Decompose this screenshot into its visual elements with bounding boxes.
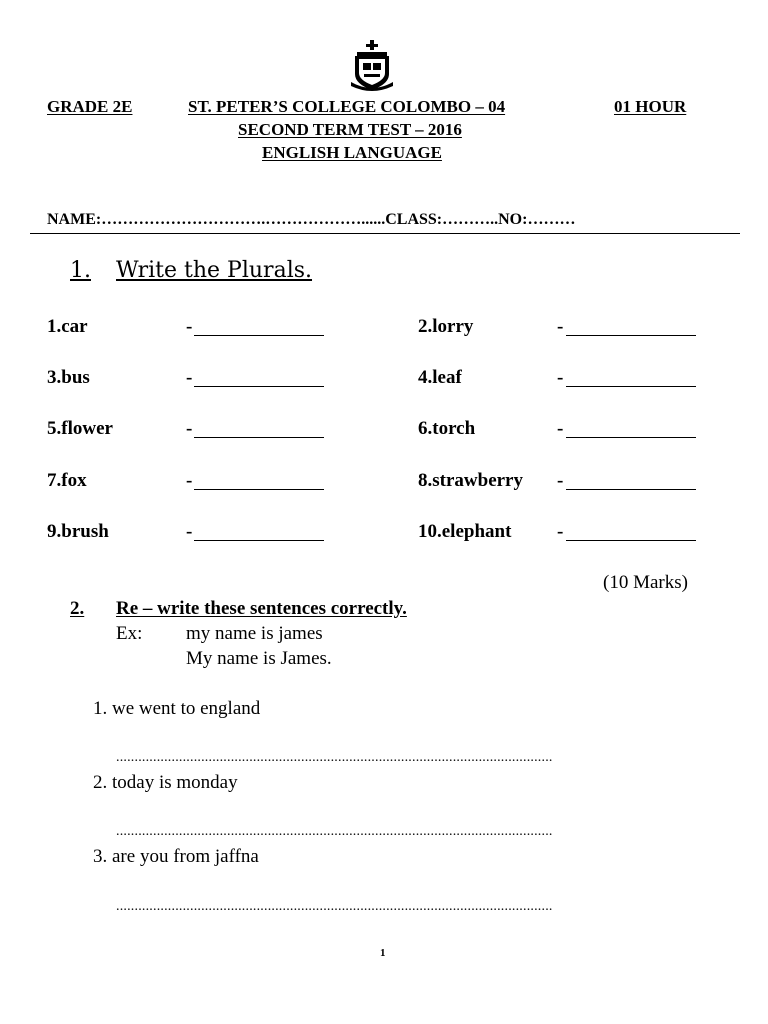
answer-line — [566, 540, 696, 541]
plural-item-label: 8.strawberry — [418, 470, 523, 491]
answer-dots: ...................................................................................................................... — [116, 750, 553, 765]
test-duration: 01 HOUR — [614, 97, 687, 116]
plural-item-dash: - — [186, 418, 193, 439]
plural-item-dash: - — [186, 470, 193, 491]
example-label: Ex: — [116, 623, 143, 644]
answer-line — [566, 335, 696, 336]
grade-label: GRADE 2E — [47, 97, 133, 116]
plural-item-dash: - — [557, 367, 564, 388]
school-crest-icon — [349, 38, 395, 92]
plural-item-dash: - — [557, 418, 564, 439]
plural-item-dash: - — [186, 521, 193, 542]
example-right: My name is James. — [186, 648, 332, 669]
page-number: 1 — [380, 947, 386, 959]
plural-item-label: 1.car — [47, 316, 88, 337]
sentence-item: 3. are you from jaffna — [93, 846, 259, 867]
school-name: ST. PETER’S COLLEGE COLOMBO – 04 — [188, 97, 506, 116]
q1-marks: (10 Marks) — [603, 572, 688, 593]
q2-title: Re – write these sentences correctly. — [116, 598, 407, 619]
sentence-item: 1. we went to england — [93, 698, 261, 719]
answer-line — [194, 540, 324, 541]
answer-line — [566, 489, 696, 490]
plural-item-dash: - — [557, 316, 564, 337]
plural-item-label: 9.brush — [47, 521, 109, 542]
answer-dots: ...................................................................................................................... — [116, 824, 553, 839]
example-wrong: my name is james — [186, 623, 323, 644]
answer-line — [194, 489, 324, 490]
plural-item-label: 10.elephant — [418, 521, 512, 542]
answer-line — [194, 437, 324, 438]
name-class-no-field: NAME:………………………….………………......CLASS:………..NO:……… — [47, 211, 576, 228]
plural-item-label: 6.torch — [418, 418, 476, 439]
q1-title: Write the Plurals. — [116, 258, 313, 283]
subject-title: ENGLISH LANGUAGE — [262, 143, 442, 162]
answer-line — [194, 386, 324, 387]
plural-item-dash: - — [186, 367, 193, 388]
q1-number: 1. — [70, 258, 91, 283]
answer-line — [566, 386, 696, 387]
q2-number: 2. — [70, 598, 85, 619]
plural-item-label: 3.bus — [47, 367, 90, 388]
plural-item-label: 5.flower — [47, 418, 113, 439]
answer-line — [566, 437, 696, 438]
test-title: SECOND TERM TEST – 2016 — [238, 120, 462, 139]
plural-item-dash: - — [186, 316, 193, 337]
sentence-item: 2. today is monday — [93, 772, 238, 793]
plural-item-label: 7.fox — [47, 470, 87, 491]
plural-item-label: 2.lorry — [418, 316, 474, 337]
answer-dots: ...................................................................................................................... — [116, 899, 553, 914]
plural-item-label: 4.leaf — [418, 367, 462, 388]
header-divider — [30, 233, 740, 234]
plural-item-dash: - — [557, 521, 564, 542]
answer-line — [194, 335, 324, 336]
plural-item-dash: - — [557, 470, 564, 491]
